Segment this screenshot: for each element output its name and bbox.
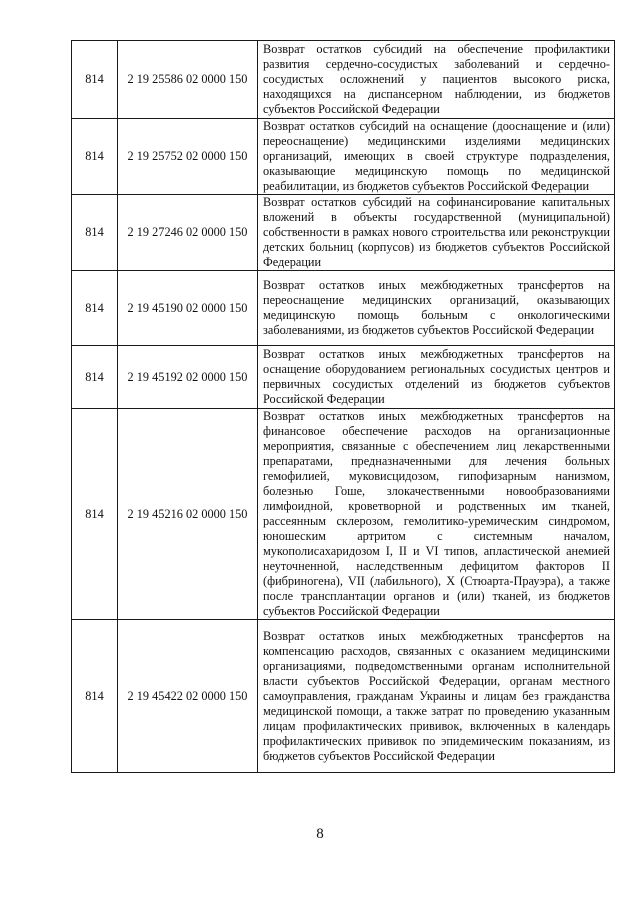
budget-code-cell: 2 19 45216 02 0000 150 [118, 409, 258, 620]
description-cell: Возврат остатков иных межбюджетных трансфертов на компенсацию расходов, связанных с оказанием медицинскими организациями, подведомственными органам исполнительной власти субъектов Российской Федерации, органам местного самоуправления, гражданам Украины и лицам без гражданства медицинской помощи, а также затрат по проведению указанным лицам профилактических прививок, включенных в календарь профилактических прививок по эпидемическим показаниям, из бюджетов субъектов Российской Федерации [258, 620, 615, 773]
budget-code-cell: 2 19 25752 02 0000 150 [118, 119, 258, 195]
budget-code-cell: 2 19 45192 02 0000 150 [118, 346, 258, 409]
description-cell: Возврат остатков иных межбюджетных трансфертов на финансовое обеспечение расходов на организационные мероприятия, связанные с обеспечением лиц лекарственными препаратами, предназначенными для лечения больных гемофилией, муковисцидозом, гипофизарным нанизмом, болезнью Гоше, злокачественными новообразованиями лимфоидной, кроветворной и родственных им тканей, рассеянным склерозом, гемолитико-уремическим синдромом, юношеским артритом с системным началом, мукополисахаридозом I, II и VI типов, апластической анемией неуточненной, наследственным дефицитом факторов II (фибриногена), VII (лабильного), X (Стюарта-Прауэра), а также после трансплантации органов и (или) тканей, из бюджетов субъектов Российской Федерации [258, 409, 615, 620]
admin-code-cell: 814 [72, 409, 118, 620]
table-row [72, 620, 615, 773]
description-cell: Возврат остатков субсидий на обеспечение профилактики развития сердечно-сосудистых заболеваний и сердечно-сосудистых осложнений у пациентов высокого риска, находящихся на диспансерном наблюдении, из бюджетов субъектов Российской Федерации [258, 41, 615, 119]
table-row [72, 41, 615, 119]
description-cell: Возврат остатков иных межбюджетных трансфертов на оснащение оборудованием региональных сосудистых центров и первичных сосудистых отделений из бюджетов субъектов Российской Федерации [258, 346, 615, 409]
admin-code-cell: 814 [72, 41, 118, 119]
description-cell: Возврат остатков иных межбюджетных трансфертов на переоснащение медицинских организаций, оказывающих медицинскую помощь больным с онкологическими заболеваниями, из бюджетов субъектов Российской Федерации [258, 271, 615, 346]
table-row [72, 119, 615, 195]
admin-code-cell: 814 [72, 195, 118, 271]
table-row [72, 346, 615, 409]
admin-code-cell: 814 [72, 119, 118, 195]
description-cell: Возврат остатков субсидий на софинансирование капитальных вложений в объекты государственной (муниципальной) собственности в рамках нового строительства или реконструкции детских больниц (корпусов) из бюджетов субъектов Российской Федерации [258, 195, 615, 271]
admin-code-cell: 814 [72, 620, 118, 773]
budget-code-cell: 2 19 25586 02 0000 150 [118, 41, 258, 119]
budget-code-cell: 2 19 45422 02 0000 150 [118, 620, 258, 773]
budget-classification-table [71, 40, 615, 773]
admin-code-cell: 814 [72, 346, 118, 409]
description-cell: Возврат остатков субсидий на оснащение (дооснащение и (или) переоснащение) медицинскими изделиями медицинских организаций, имеющих в своей структуре подразделения, оказывающие медицинскую помощь по медицинской реабилитации, из бюджетов субъектов Российской Федерации [258, 119, 615, 195]
table-row [72, 195, 615, 271]
budget-code-cell: 2 19 27246 02 0000 150 [118, 195, 258, 271]
admin-code-cell: 814 [72, 271, 118, 346]
budget-code-cell: 2 19 45190 02 0000 150 [118, 271, 258, 346]
table-row [72, 409, 615, 620]
table-row [72, 271, 615, 346]
page-number: 8 [316, 826, 324, 842]
